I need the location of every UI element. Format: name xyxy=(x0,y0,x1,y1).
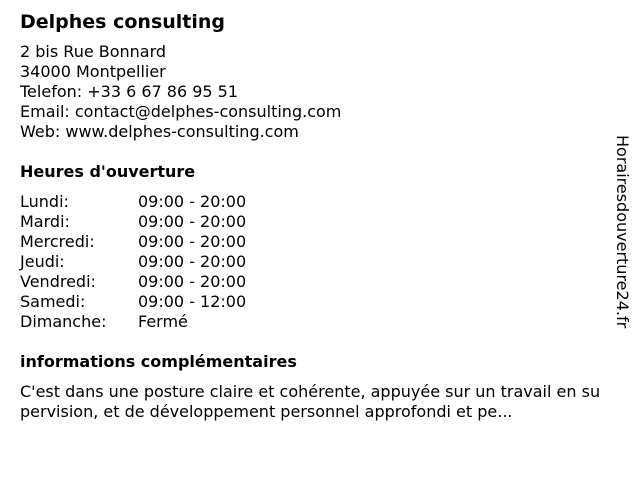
hours-row-sunday xyxy=(20,312,610,332)
website: Web: www.delphes-consulting.com xyxy=(20,122,299,141)
hours-time: Fermé xyxy=(138,312,188,331)
business-card xyxy=(20,10,610,422)
opening-hours-heading: Heures d'ouverture xyxy=(20,162,196,181)
address-city: 34000 Montpellier xyxy=(20,62,166,81)
hours-time: 09:00 - 20:00 xyxy=(138,272,247,291)
hours-row-friday xyxy=(20,272,610,292)
additional-info-heading: informations complémentaires xyxy=(20,352,297,371)
hours-row-thursday xyxy=(20,252,610,272)
hours-row-tuesday xyxy=(20,212,610,232)
additional-info-text: C'est dans une posture claire et cohérente, appuyée sur un travail en supervision, et de développement personnel approfondi et pe... xyxy=(20,382,601,421)
hours-day: Jeudi: xyxy=(20,252,65,271)
hours-day: Dimanche: xyxy=(20,312,107,331)
hours-time: 09:00 - 20:00 xyxy=(138,212,247,231)
hours-row-wednesday xyxy=(20,232,610,252)
address-street: 2 bis Rue Bonnard xyxy=(20,42,167,61)
hours-time: 09:00 - 20:00 xyxy=(138,232,247,251)
contact-block xyxy=(20,42,610,142)
hours-time: 09:00 - 20:00 xyxy=(138,192,247,211)
hours-row-monday xyxy=(20,192,610,212)
email-address: Email: contact@delphes-consulting.com xyxy=(20,102,342,121)
site-watermark: Horairesdouverture24.fr xyxy=(613,135,632,329)
hours-time: 09:00 - 20:00 xyxy=(138,252,247,271)
hours-row-saturday xyxy=(20,292,610,312)
phone-number: Telefon: +33 6 67 86 95 51 xyxy=(20,82,239,101)
hours-day: Vendredi: xyxy=(20,272,96,291)
business-name: Delphes consulting xyxy=(20,11,226,33)
hours-day: Mercredi: xyxy=(20,232,95,251)
hours-day: Lundi: xyxy=(20,192,69,211)
opening-hours-table xyxy=(20,192,610,332)
hours-day: Samedi: xyxy=(20,292,86,311)
hours-time: 09:00 - 12:00 xyxy=(138,292,247,311)
hours-day: Mardi: xyxy=(20,212,70,231)
